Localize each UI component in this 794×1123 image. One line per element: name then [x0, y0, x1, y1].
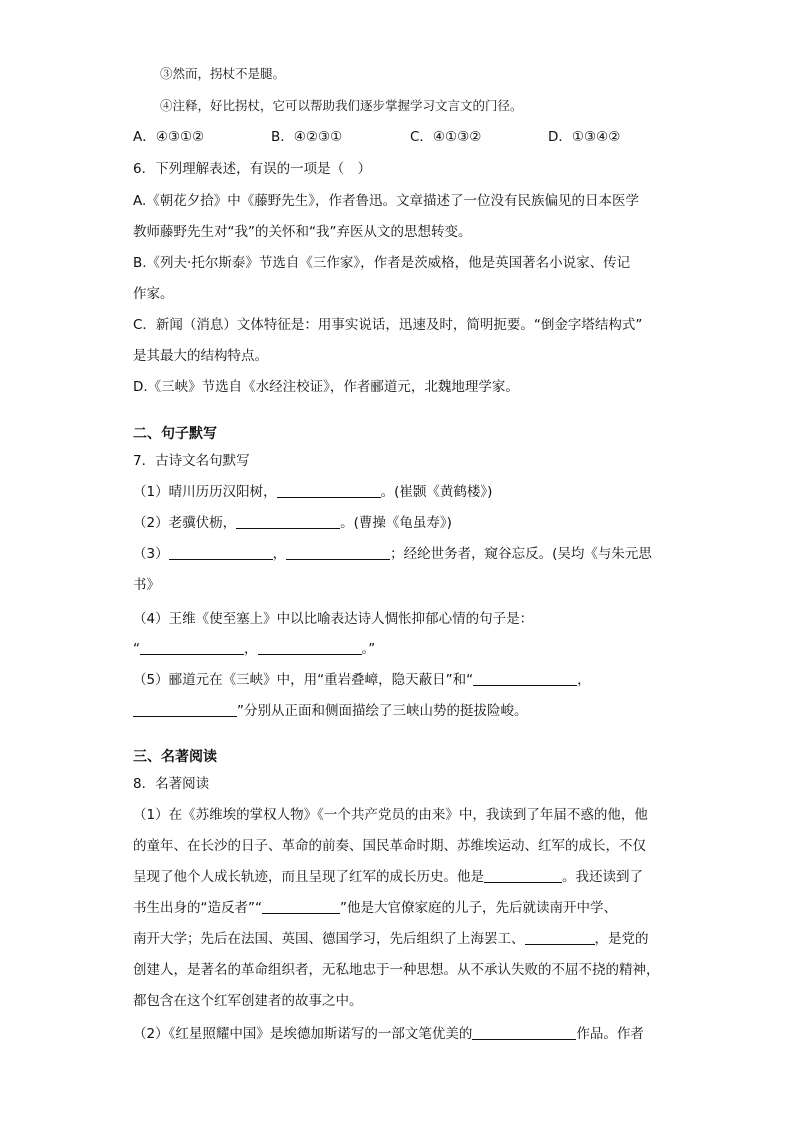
answer-blank[interactable] — [472, 1024, 576, 1040]
answer-blank[interactable] — [133, 701, 237, 717]
q5-item-3: ③然而，拐杖不是腿。 — [160, 66, 286, 81]
q6-option-b-line2: 作家。 — [133, 286, 174, 302]
q8-p3: 呈现了他个人成长轨迹，而且呈现了红军的成长历史。他是 。我还读到了 — [133, 869, 643, 885]
q8-stem: 8．名著阅读 — [133, 776, 210, 792]
q6-option-c-line1: C．新闻（消息）文体特征是：用事实说话，迅速及时，简明扼要。“倒金字塔结构式” — [133, 317, 643, 333]
section-2-title: 二、句子默写 — [133, 426, 217, 442]
answer-blank[interactable] — [473, 670, 577, 686]
q8-p1: （1）在《苏维埃的掌权人物》《一个共产党员的由来》中，我读到了年届不惑的他，他 — [133, 807, 648, 823]
q6-stem: 6．下列理解表述，有误的一项是（ ） — [133, 161, 372, 177]
q7-line-3: （3） ， ；经纶世务者，窥谷忘反。(吴均《与朱元思 — [133, 546, 652, 562]
q8-p7: 都包含在这个红军创建者的故事之中。 — [133, 993, 363, 1009]
q6-option-a-line2: 教师藤野先生对“我”的关怀和“我”弃医从文的思想转变。 — [133, 224, 472, 240]
q6-option-a-line1: A.《朝花夕拾》中《藤野先生》，作者鲁迅。文章描述了一位没有民族偏见的日本医学 — [133, 193, 640, 209]
q8-p2: 的童年、在长沙的日子、革命的前奏、国民革命时期、苏维埃运动、红军的成长，不仅 — [133, 838, 646, 854]
q5-item-4: ④注释，好比拐杖，它可以帮助我们逐步掌握学习文言文的门径。 — [160, 98, 523, 113]
q7-line-2: （2）老骥伏枥， 。(曹操《龟虽寿》) — [133, 515, 452, 531]
q7-line-4: （4）王维《使至塞上》中以比喻表达诗人惆怅抑郁心情的句子是： — [133, 611, 534, 627]
answer-blank[interactable] — [169, 544, 273, 560]
q8-p5: 南开大学；先后在法国、英国、德国学习，先后组织了上海罢工、 ，是党的 — [133, 931, 649, 947]
answer-blank[interactable] — [262, 898, 340, 914]
q8-p4: 书生出身的“造反者”“ ”他是大官僚家庭的儿子，先后就读南开中学、 — [133, 900, 617, 916]
q5-option-d: D．①③④② — [548, 129, 621, 145]
q5-option-c: C．④①③② — [410, 129, 482, 145]
answer-blank[interactable] — [286, 544, 390, 560]
q7-stem: 7．古诗文名句默写 — [133, 453, 250, 469]
q7-line-5-cont: ”分别从正面和侧面描绘了三峡山势的挺拔险峻。 — [133, 701, 528, 721]
q7-line-4-answer: “ ， 。” — [133, 641, 376, 657]
q6-option-d: D.《三峡》节选自《水经注校证》，作者郦道元，北魏地理学家。 — [133, 379, 519, 395]
answer-blank[interactable] — [277, 482, 381, 498]
answer-blank[interactable] — [525, 929, 595, 945]
answer-blank[interactable] — [258, 639, 362, 655]
q8-p8: （2）《红星照耀中国》是埃德加斯诺写的一部文笔优美的 作品。作者 — [133, 1026, 644, 1042]
answer-blank[interactable] — [236, 513, 340, 529]
q6-option-c-line2: 是其最大的结构特点。 — [133, 348, 268, 364]
q8-p6: 创建人，是著名的革命组织者，无私地忠于一种思想。从不承认失败的不屈不挠的精神， — [133, 962, 660, 978]
q6-option-b-line1: B.《列夫·托尔斯泰》节选自《三作家》，作者是茨威格，他是英国著名小说家、传记 — [133, 255, 631, 271]
q5-option-a: A．④③①② — [133, 129, 205, 145]
section-3-title: 三、名著阅读 — [133, 749, 217, 765]
q5-option-b: B．④②③① — [271, 129, 343, 145]
answer-blank[interactable] — [140, 639, 244, 655]
answer-blank[interactable] — [484, 867, 562, 883]
q7-line-1: （1）晴川历历汉阳树， 。(崔颢《黄鹤楼》) — [133, 484, 493, 500]
q7-line-5: （5）郦道元在《三峡》中，用“重岩叠嶂，隐天蔽日”和“ ， — [133, 672, 591, 688]
q7-line-3-cont: 书》 — [133, 577, 160, 593]
